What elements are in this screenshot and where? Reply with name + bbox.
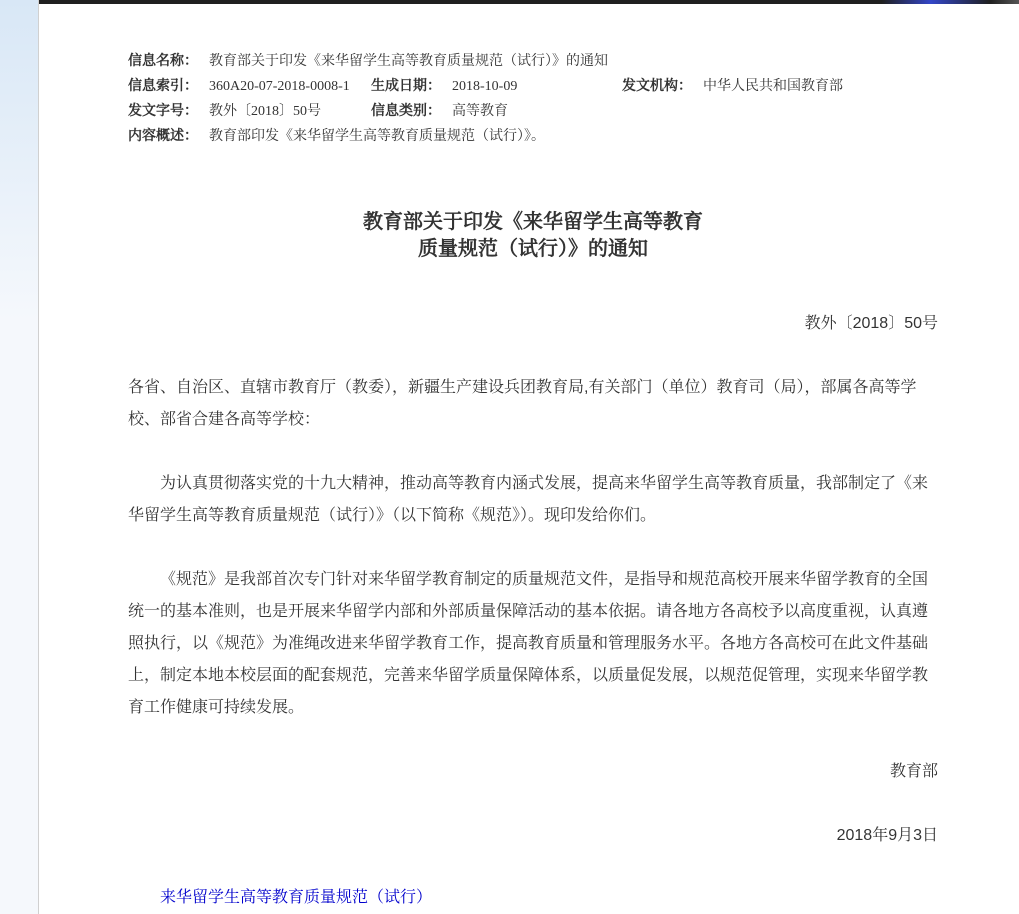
attachment-row [128,884,938,912]
left-background-strip [0,0,38,914]
info-issuer-value: 中华人民共和国教育部 [703,79,843,94]
info-index-label: 信息索引： [128,79,198,94]
info-index-value: 360A20-07-2018-0008-1 [209,79,350,94]
info-date-label: 生成日期： [371,79,441,94]
issuer-signature: 教育部 [889,763,938,780]
info-doc-number-value: 教外〔2018〕50号 [209,104,321,119]
info-row-name [128,49,938,74]
info-doc-number-label: 发文字号： [128,104,198,119]
doc-number: 教外〔2018〕50号 [804,315,938,332]
info-category-value: 高等教育 [452,104,508,119]
attachment-link[interactable]: 来华留学生高等教育质量规范（试行） [160,889,433,906]
addressee-paragraph: 各省、自治区、直辖市教育厅（教委），新疆生产建设兵团教育局,有关部门（单位）教育司（局），部属各高等学校、部省合建各高等学校： [128,379,917,428]
info-name-label: 信息名称： [128,54,198,69]
info-date-value: 2018-10-09 [452,79,518,94]
info-name-value: 教育部关于印发《来华留学生高等教育质量规范（试行）》的通知 [209,54,608,69]
info-row-summary [128,124,938,149]
title-line-1: 教育部关于印发《来华留学生高等教育 [363,211,703,233]
info-summary-value: 教育部印发《来华留学生高等教育质量规范（试行）》。 [209,129,545,144]
info-row-index [128,74,938,99]
info-row-doc-number [128,99,938,124]
body-paragraph: 为认真贯彻落实党的十九大精神，推动高等教育内涵式发展，提高来华留学生高等教育质量，我部制定了《来华留学生高等教育质量规范（试行）》（以下简称《规范》）。现印发给你们。 [128,475,929,524]
body-paragraph: 《规范》是我部首次专门针对来华留学教育制定的质量规范文件，是指导和规范高校开展来华留学教育的全国统一的基本准则，也是开展来华留学内部和外部质量保障活动的基本依据。请各地方各高校予以高度重视，认真遵照执行，以《规范》为准绳改进来华留学教育工作，提高教育质量和管理服务水平。各地方各高校可在此文件基础上，制定本地本校层面的配套规范，完善来华留学质量保障体系，以质量促发展，以规范促管理，实现来华留学教育工作健康可持续发展。 [128,571,929,716]
issue-date: 2018年9月3日 [836,827,938,844]
content-left-border [38,0,39,914]
document-info-panel [128,49,938,149]
info-category-label: 信息类别： [371,104,441,119]
header-bottom-edge [39,0,1019,4]
info-summary-label: 内容概述： [128,129,198,144]
document-body [128,308,938,912]
info-issuer-label: 发文机构： [622,79,692,94]
title-line-2: 质量规范（试行）》的通知 [418,238,648,260]
document-title [128,209,938,263]
